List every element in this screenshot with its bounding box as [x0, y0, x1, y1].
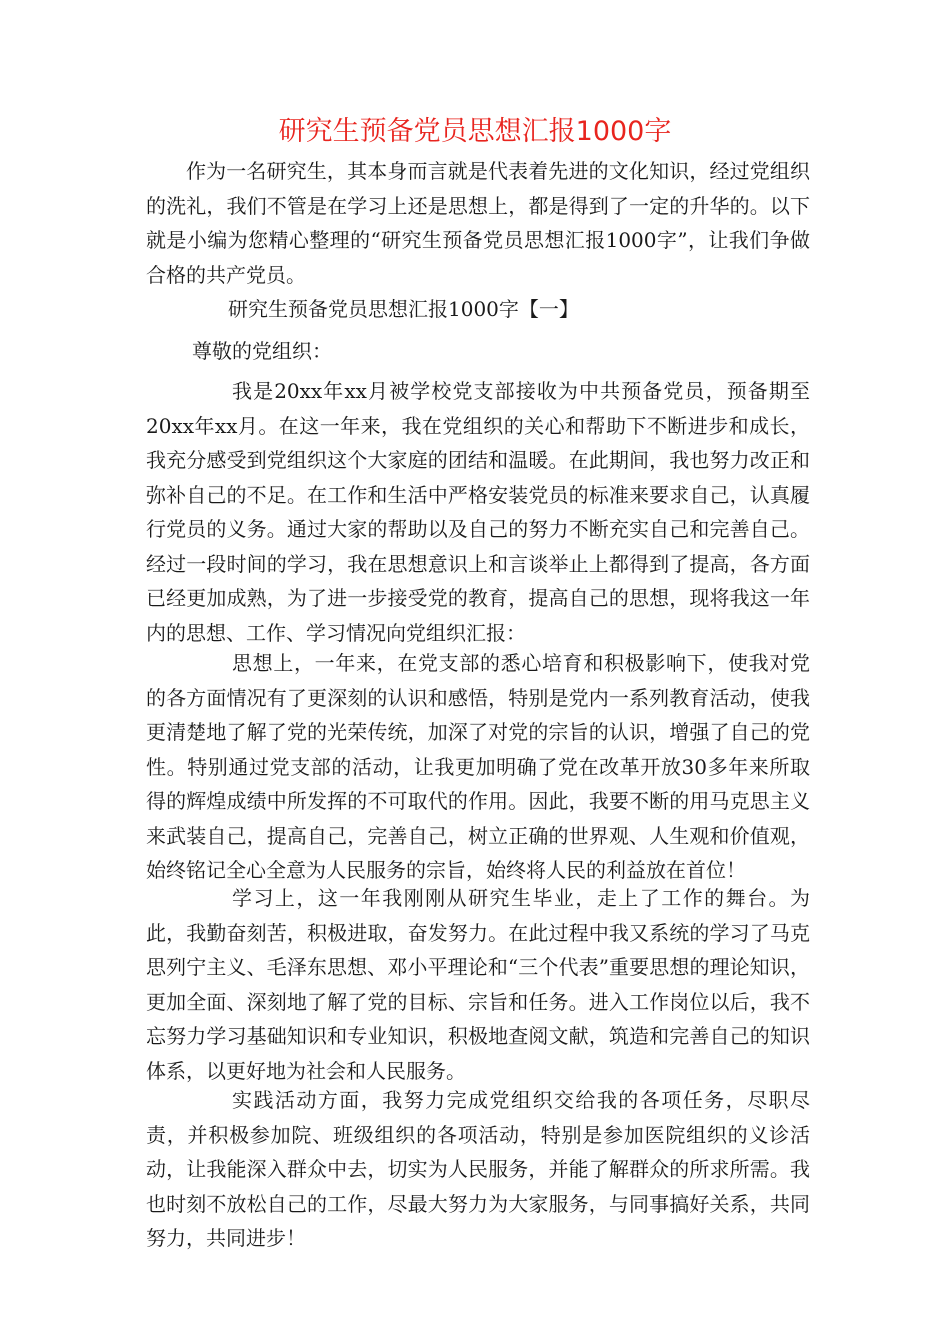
body-paragraph-1: 我是20xx年xx月被学校党支部接收为中共预备党员，预备期至20xx年xx月。在这一年来，我在党组织的关心和帮助下不断进步和成长，我充分感受到党组织这个大家庭的团结和温暖。在此期间，我也努力改正和弥补自己的不足。在工作和生活中严格安装党员的标准来要求自己，认真履行党员的义务。通过大家的帮助以及自己的努力不断充实自己和完善自己。经过一段时间的学习，我在思想意识上和言谈举止上都得到了提高，各方面已经更加成熟，为了进一步接受党的教育，提高自己的思想，现将我这一年内的思想、工作、学习情况向党组织汇报： — [146, 379, 810, 645]
salutation: 尊敬的党组织： — [192, 339, 332, 363]
section-heading: 研究生预备党员思想汇报1000字【一】 — [228, 297, 579, 321]
body-paragraph-2: 思想上，一年来，在党支部的悉心培育和积极影响下，使我对党的各方面情况有了更深刻的认识和感悟，特别是党内一系列教育活动，使我更清楚地了解了党的光荣传统，加深了对党的宗旨的认识，增强了自己的党性。特别通过党支部的活动，让我更加明确了党在改革开放30多年来所取得的辉煌成绩中所发挥的不可取代的作用。因此，我要不断的用马克思主义来武装自己，提高自己，完善自己，树立正确的世界观、人生观和价值观，始终铭记全心全意为人民服务的宗旨，始终将人民的利益放在首位！ — [146, 651, 810, 882]
intro-paragraph: 作为一名研究生，其本身而言就是代表着先进的文化知识，经过党组织的洗礼，我们不管是在学习上还是思想上，都是得到了一定的升华的。以下就是小编为您精心整理的“研究生预备党员思想汇报1000字”，让我们争做合格的共产党员。 — [146, 159, 810, 287]
document-title: 研究生预备党员思想汇报1000字 — [278, 116, 672, 147]
body-paragraph-4: 实践活动方面，我努力完成党组织交给我的各项任务，尽职尽责，并积极参加院、班级组织的各项活动，特别是参加医院组织的义诊活动，让我能深入群众中去，切实为人民服务，并能了解群众的所求所需。我也时刻不放松自己的工作，尽最大努力为大家服务，与同事搞好关系，共同努力，共同进步！ — [146, 1088, 810, 1250]
body-paragraph-3: 学习上，这一年我刚刚从研究生毕业，走上了工作的舞台。为此，我勤奋刻苦，积极进取，奋发努力。在此过程中我又系统的学习了马克思列宁主义、毛泽东思想、邓小平理论和“三个代表”重要思想的理论知识，更加全面、深刻地了解了党的目标、宗旨和任务。进入工作岗位以后，我不忘努力学习基础知识和专业知识，积极地查阅文献，筑造和完善自己的知识体系，以更好地为社会和人民服务。 — [146, 886, 810, 1083]
